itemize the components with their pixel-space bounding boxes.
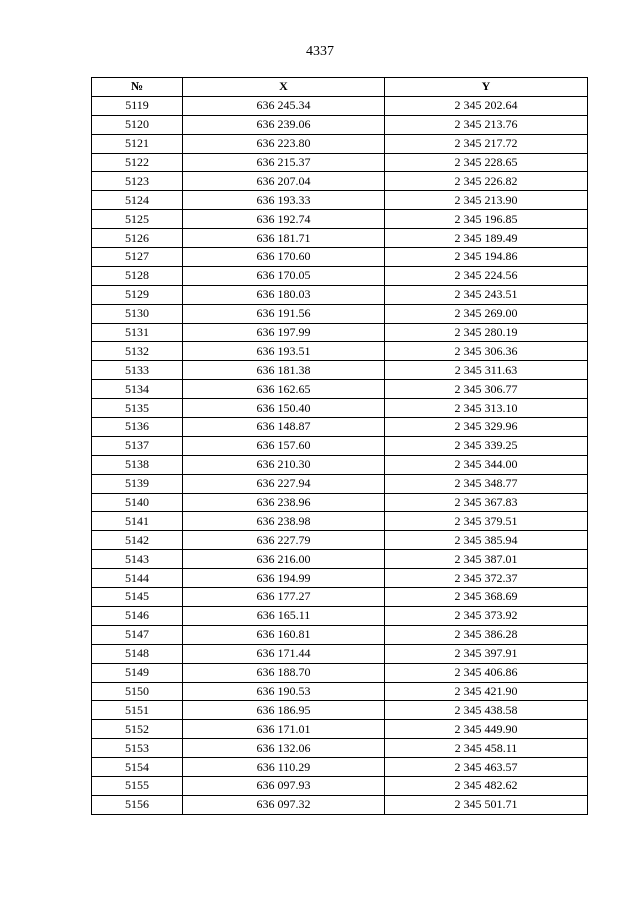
- x-coordinate-cell: 636 171.01: [183, 720, 385, 739]
- point-number-cell: 5151: [92, 701, 183, 720]
- x-coordinate-cell: 636 157.60: [183, 436, 385, 455]
- table-row: [92, 210, 588, 229]
- table-row: [92, 625, 588, 644]
- y-coordinate-cell: 2 345 482.62: [385, 776, 588, 795]
- table-row: [92, 115, 588, 134]
- x-coordinate-cell: 636 097.32: [183, 795, 385, 814]
- point-number-cell: 5144: [92, 569, 183, 588]
- x-coordinate-cell: 636 110.29: [183, 758, 385, 777]
- table-row: [92, 474, 588, 493]
- table-row: [92, 361, 588, 380]
- x-coordinate-cell: 636 227.94: [183, 474, 385, 493]
- y-coordinate-cell: 2 345 306.77: [385, 380, 588, 399]
- table-row: [92, 229, 588, 248]
- y-coordinate-cell: 2 345 463.57: [385, 758, 588, 777]
- point-number-cell: 5131: [92, 323, 183, 342]
- header-y: Y: [385, 78, 588, 97]
- table-row: [92, 285, 588, 304]
- point-number-cell: 5152: [92, 720, 183, 739]
- x-coordinate-cell: 636 171.44: [183, 644, 385, 663]
- table-row: [92, 644, 588, 663]
- table-row: [92, 342, 588, 361]
- y-coordinate-cell: 2 345 387.01: [385, 550, 588, 569]
- table-row: [92, 153, 588, 172]
- x-coordinate-cell: 636 239.06: [183, 115, 385, 134]
- y-coordinate-cell: 2 345 217.72: [385, 134, 588, 153]
- x-coordinate-cell: 636 132.06: [183, 739, 385, 758]
- table-row: [92, 550, 588, 569]
- x-coordinate-cell: 636 188.70: [183, 663, 385, 682]
- point-number-cell: 5142: [92, 531, 183, 550]
- table-row: [92, 493, 588, 512]
- header-number: №: [92, 78, 183, 97]
- x-coordinate-cell: 636 180.03: [183, 285, 385, 304]
- point-number-cell: 5130: [92, 304, 183, 323]
- x-coordinate-cell: 636 216.00: [183, 550, 385, 569]
- point-number-cell: 5125: [92, 210, 183, 229]
- x-coordinate-cell: 636 150.40: [183, 399, 385, 418]
- x-coordinate-cell: 636 197.99: [183, 323, 385, 342]
- table-row: [92, 776, 588, 795]
- point-number-cell: 5147: [92, 625, 183, 644]
- point-number-cell: 5128: [92, 266, 183, 285]
- x-coordinate-cell: 636 097.93: [183, 776, 385, 795]
- point-number-cell: 5146: [92, 606, 183, 625]
- y-coordinate-cell: 2 345 213.76: [385, 115, 588, 134]
- table-body: [92, 96, 588, 814]
- point-number-cell: 5143: [92, 550, 183, 569]
- table-row: [92, 172, 588, 191]
- page-number: 4337: [306, 44, 334, 59]
- point-number-cell: 5155: [92, 776, 183, 795]
- x-coordinate-cell: 636 238.98: [183, 512, 385, 531]
- point-number-cell: 5122: [92, 153, 183, 172]
- y-coordinate-cell: 2 345 458.11: [385, 739, 588, 758]
- x-coordinate-cell: 636 186.95: [183, 701, 385, 720]
- x-coordinate-cell: 636 148.87: [183, 418, 385, 437]
- y-coordinate-cell: 2 345 243.51: [385, 285, 588, 304]
- x-coordinate-cell: 636 181.38: [183, 361, 385, 380]
- point-number-cell: 5140: [92, 493, 183, 512]
- x-coordinate-cell: 636 160.81: [183, 625, 385, 644]
- point-number-cell: 5126: [92, 229, 183, 248]
- x-coordinate-cell: 636 215.37: [183, 153, 385, 172]
- x-coordinate-cell: 636 210.30: [183, 455, 385, 474]
- table-row: [92, 512, 588, 531]
- table-row: [92, 588, 588, 607]
- header-x: X: [183, 78, 385, 97]
- point-number-cell: 5137: [92, 436, 183, 455]
- y-coordinate-cell: 2 345 438.58: [385, 701, 588, 720]
- point-number-cell: 5145: [92, 588, 183, 607]
- table-row: [92, 455, 588, 474]
- table-row: [92, 96, 588, 115]
- x-coordinate-cell: 636 177.27: [183, 588, 385, 607]
- y-coordinate-cell: 2 345 379.51: [385, 512, 588, 531]
- x-coordinate-cell: 636 165.11: [183, 606, 385, 625]
- y-coordinate-cell: 2 345 372.37: [385, 569, 588, 588]
- y-coordinate-cell: 2 345 313.10: [385, 399, 588, 418]
- table-row: [92, 304, 588, 323]
- y-coordinate-cell: 2 345 368.69: [385, 588, 588, 607]
- table-header-row: [92, 78, 588, 97]
- y-coordinate-cell: 2 345 449.90: [385, 720, 588, 739]
- x-coordinate-cell: 636 162.65: [183, 380, 385, 399]
- point-number-cell: 5119: [92, 96, 183, 115]
- y-coordinate-cell: 2 345 421.90: [385, 682, 588, 701]
- table-row: [92, 739, 588, 758]
- y-coordinate-cell: 2 345 339.25: [385, 436, 588, 455]
- y-coordinate-cell: 2 345 228.65: [385, 153, 588, 172]
- y-coordinate-cell: 2 345 367.83: [385, 493, 588, 512]
- table-row: [92, 569, 588, 588]
- table-row: [92, 701, 588, 720]
- y-coordinate-cell: 2 345 386.28: [385, 625, 588, 644]
- table-row: [92, 380, 588, 399]
- x-coordinate-cell: 636 191.56: [183, 304, 385, 323]
- y-coordinate-cell: 2 345 373.92: [385, 606, 588, 625]
- x-coordinate-cell: 636 193.51: [183, 342, 385, 361]
- point-number-cell: 5156: [92, 795, 183, 814]
- table-row: [92, 418, 588, 437]
- x-coordinate-cell: 636 245.34: [183, 96, 385, 115]
- y-coordinate-cell: 2 345 196.85: [385, 210, 588, 229]
- x-coordinate-cell: 636 170.05: [183, 266, 385, 285]
- y-coordinate-cell: 2 345 311.63: [385, 361, 588, 380]
- y-coordinate-cell: 2 345 226.82: [385, 172, 588, 191]
- table-row: [92, 758, 588, 777]
- table-row: [92, 248, 588, 267]
- x-coordinate-cell: 636 227.79: [183, 531, 385, 550]
- point-number-cell: 5132: [92, 342, 183, 361]
- y-coordinate-cell: 2 345 329.96: [385, 418, 588, 437]
- table-row: [92, 606, 588, 625]
- table-row: [92, 436, 588, 455]
- table-row: [92, 663, 588, 682]
- y-coordinate-cell: 2 345 344.00: [385, 455, 588, 474]
- table-row: [92, 134, 588, 153]
- y-coordinate-cell: 2 345 501.71: [385, 795, 588, 814]
- table-row: [92, 531, 588, 550]
- y-coordinate-cell: 2 345 213.90: [385, 191, 588, 210]
- y-coordinate-cell: 2 345 306.36: [385, 342, 588, 361]
- x-coordinate-cell: 636 190.53: [183, 682, 385, 701]
- y-coordinate-cell: 2 345 189.49: [385, 229, 588, 248]
- y-coordinate-cell: 2 345 348.77: [385, 474, 588, 493]
- point-number-cell: 5127: [92, 248, 183, 267]
- point-number-cell: 5124: [92, 191, 183, 210]
- x-coordinate-cell: 636 181.71: [183, 229, 385, 248]
- point-number-cell: 5141: [92, 512, 183, 531]
- table-row: [92, 323, 588, 342]
- point-number-cell: 5133: [92, 361, 183, 380]
- point-number-cell: 5149: [92, 663, 183, 682]
- table-row: [92, 682, 588, 701]
- point-number-cell: 5154: [92, 758, 183, 777]
- x-coordinate-cell: 636 194.99: [183, 569, 385, 588]
- point-number-cell: 5150: [92, 682, 183, 701]
- y-coordinate-cell: 2 345 406.86: [385, 663, 588, 682]
- point-number-cell: 5121: [92, 134, 183, 153]
- x-coordinate-cell: 636 170.60: [183, 248, 385, 267]
- x-coordinate-cell: 636 192.74: [183, 210, 385, 229]
- y-coordinate-cell: 2 345 224.56: [385, 266, 588, 285]
- table-row: [92, 795, 588, 814]
- table-row: [92, 399, 588, 418]
- y-coordinate-cell: 2 345 397.91: [385, 644, 588, 663]
- y-coordinate-cell: 2 345 194.86: [385, 248, 588, 267]
- x-coordinate-cell: 636 193.33: [183, 191, 385, 210]
- point-number-cell: 5153: [92, 739, 183, 758]
- point-number-cell: 5129: [92, 285, 183, 304]
- point-number-cell: 5139: [92, 474, 183, 493]
- point-number-cell: 5123: [92, 172, 183, 191]
- table-row: [92, 191, 588, 210]
- table-row: [92, 266, 588, 285]
- coordinates-table: [91, 77, 588, 815]
- point-number-cell: 5135: [92, 399, 183, 418]
- y-coordinate-cell: 2 345 202.64: [385, 96, 588, 115]
- point-number-cell: 5136: [92, 418, 183, 437]
- y-coordinate-cell: 2 345 385.94: [385, 531, 588, 550]
- point-number-cell: 5120: [92, 115, 183, 134]
- x-coordinate-cell: 636 238.96: [183, 493, 385, 512]
- x-coordinate-cell: 636 223.80: [183, 134, 385, 153]
- point-number-cell: 5148: [92, 644, 183, 663]
- table-row: [92, 720, 588, 739]
- point-number-cell: 5134: [92, 380, 183, 399]
- point-number-cell: 5138: [92, 455, 183, 474]
- x-coordinate-cell: 636 207.04: [183, 172, 385, 191]
- y-coordinate-cell: 2 345 269.00: [385, 304, 588, 323]
- y-coordinate-cell: 2 345 280.19: [385, 323, 588, 342]
